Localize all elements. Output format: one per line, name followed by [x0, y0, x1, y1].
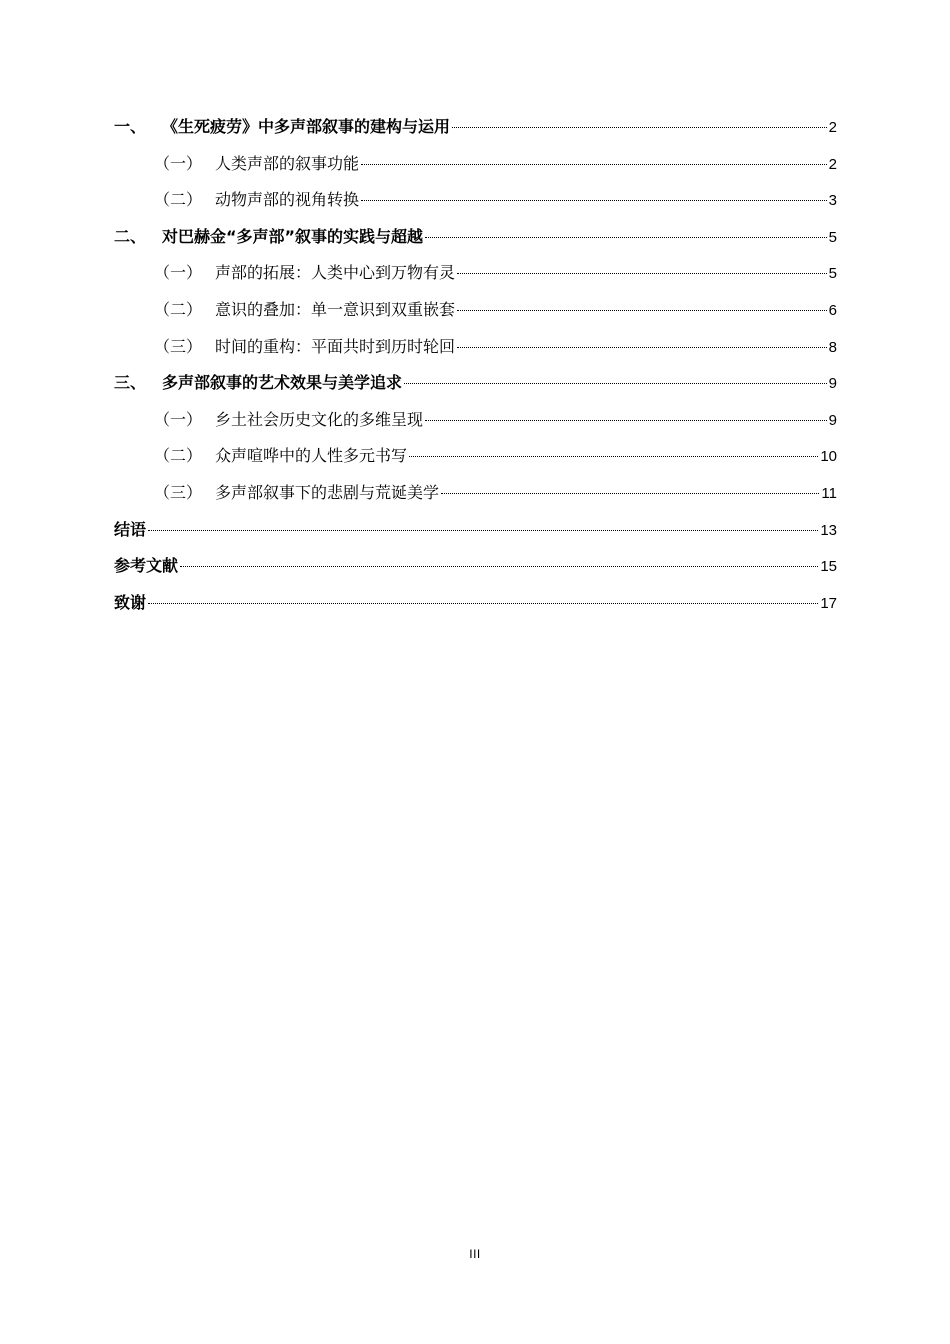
toc-entry-page: 6	[828, 301, 837, 319]
toc-entry-section-1-2[interactable]	[114, 186, 837, 223]
dot-leader	[409, 456, 818, 457]
toc-entry-chapter-2[interactable]	[114, 223, 837, 260]
toc-entry-section-2-1[interactable]	[114, 259, 837, 296]
toc-entry-title: 时间的重构：平面共时到历时轮回	[215, 336, 456, 356]
toc-entry-title: 对巴赫金“多声部”叙事的实践与超越	[162, 226, 424, 246]
dot-leader	[452, 127, 827, 128]
toc-entry-page: 9	[828, 375, 837, 393]
toc-entry-title: 多声部叙事下的悲剧与荒诞美学	[215, 482, 440, 502]
toc-entry-page: 5	[828, 228, 837, 246]
toc-entry-number: 三、	[114, 373, 147, 393]
toc-entry-title: 致谢	[114, 592, 147, 612]
toc-entry-section-2-2[interactable]	[114, 296, 837, 333]
dot-leader	[180, 566, 818, 567]
toc-entry-number: （一）	[154, 263, 203, 283]
toc-entry-title: 众声喧哗中的人性多元书写	[215, 446, 408, 466]
toc-entry-title: 意识的叠加：单一意识到双重嵌套	[215, 299, 456, 319]
dot-leader	[457, 310, 827, 311]
dot-leader	[441, 493, 819, 494]
toc-entry-section-3-1[interactable]	[114, 406, 837, 443]
toc-entry-page: 3	[828, 192, 837, 210]
dot-leader	[148, 603, 818, 604]
toc-entry-page: 9	[828, 411, 837, 429]
toc-entry-title: 《生死疲劳》中多声部叙事的建构与运用	[162, 117, 451, 136]
toc-entry-title: 声部的拓展：人类中心到万物有灵	[215, 263, 456, 283]
toc-entry-title: 参考文献	[114, 556, 179, 576]
toc-entry-number: （三）	[154, 336, 203, 356]
toc-entry-section-1-1[interactable]	[114, 150, 837, 187]
table-of-contents	[114, 113, 837, 625]
dot-leader	[457, 273, 827, 274]
dot-leader	[404, 383, 827, 384]
dot-leader	[457, 347, 827, 348]
toc-entry-number: （二）	[154, 299, 203, 319]
toc-entry-number: （三）	[154, 482, 203, 502]
toc-entry-page: 8	[828, 338, 837, 356]
toc-entry-conclusion[interactable]	[114, 516, 837, 553]
toc-entry-title: 人类声部的叙事功能	[215, 153, 360, 173]
toc-entry-section-3-2[interactable]	[114, 442, 837, 479]
dot-leader	[361, 164, 827, 165]
toc-entry-page: 2	[828, 119, 837, 136]
toc-entry-section-2-3[interactable]	[114, 333, 837, 370]
toc-entry-title: 乡土社会历史文化的多维呈现	[215, 409, 424, 429]
toc-entry-references[interactable]	[114, 552, 837, 589]
toc-entry-page: 15	[820, 558, 837, 576]
toc-entry-page: 11	[821, 484, 837, 502]
toc-entry-number: 一、	[114, 117, 147, 136]
toc-entry-section-3-3[interactable]	[114, 479, 837, 516]
toc-entry-title: 结语	[114, 519, 147, 539]
toc-entry-page: 17	[820, 594, 837, 612]
toc-entry-page: 10	[820, 448, 837, 466]
toc-entry-number: 二、	[114, 226, 147, 246]
toc-entry-chapter-1[interactable]	[114, 113, 837, 150]
toc-entry-number: （二）	[154, 446, 203, 466]
toc-entry-number: （二）	[154, 190, 203, 210]
dot-leader	[425, 420, 827, 421]
toc-entry-number: （一）	[154, 409, 203, 429]
toc-entry-acknowledgements[interactable]	[114, 589, 837, 626]
toc-entry-number: （一）	[154, 153, 203, 173]
page-number: III	[469, 1247, 481, 1261]
toc-entry-chapter-3[interactable]	[114, 369, 837, 406]
dot-leader	[361, 200, 827, 201]
dot-leader	[148, 530, 818, 531]
toc-entry-page: 5	[828, 265, 837, 283]
toc-entry-title: 动物声部的视角转换	[215, 190, 360, 210]
dot-leader	[425, 237, 827, 238]
toc-entry-page: 2	[828, 155, 837, 173]
toc-entry-page: 13	[820, 521, 837, 539]
toc-entry-title: 多声部叙事的艺术效果与美学追求	[162, 373, 403, 393]
